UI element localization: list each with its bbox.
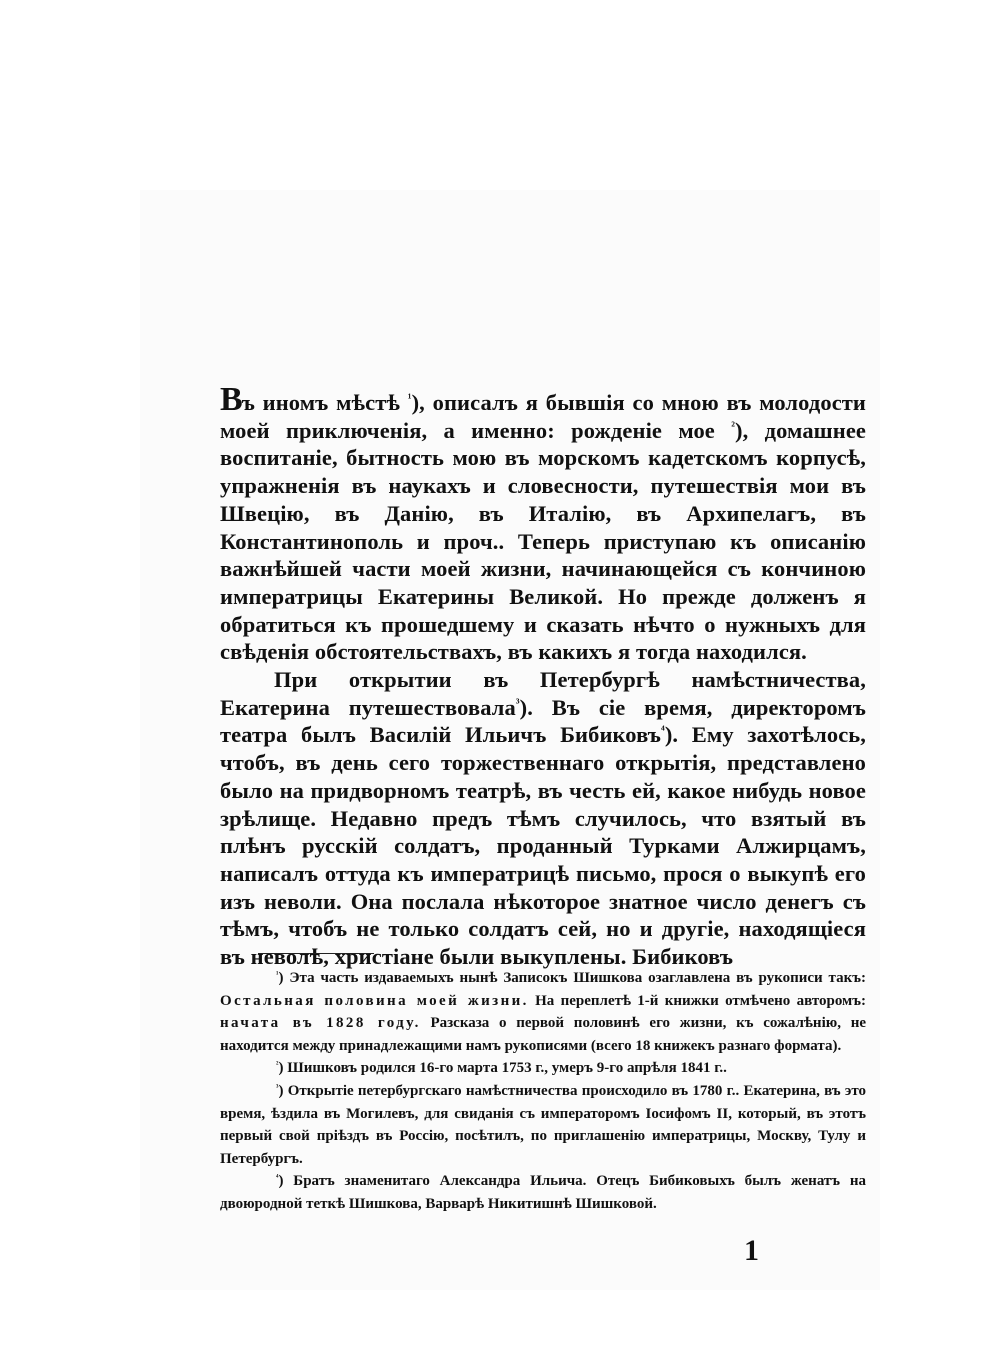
footnote-2-mark: ²: [276, 1060, 279, 1070]
footnote-ref-4[interactable]: ⁴: [661, 723, 665, 738]
footnote-1-mark: ¹: [276, 969, 279, 979]
paragraph-2: [220, 666, 866, 971]
footnote-1-part-c: Разсказа о первой половинѣ его жизни, къ сожалѣнію, не находится между принадлежащими намъ рукописями (всего 18 книжекъ разнаго формата).: [220, 1015, 867, 1054]
paragraph-1-part-c: ), домашнее воспитаніе, бытность мою въ морскомъ кадетскомъ корпусѣ, упражненія въ наукахъ и словесности, путешествія мои въ Швецію, въ Данію, въ Италію, въ Архипелагъ, въ Константинополь и проч.. Теперь приступаю къ описанію важнѣйшей части моей жизни, начинающейся съ кончиною императрицы Екатерины Великой. Но прежде долженъ я обратиться къ прошедшему и сказать нѣчто о нужныхъ для свѣденія обстоятельствахъ, въ какихъ я тогда находился.: [220, 417, 867, 665]
paragraph-1-part-a: ъ иномъ мѣстѣ: [241, 390, 408, 415]
paragraph-2-part-b: ). Въ сіе время, директоромъ театра былъ Василій Ильичъ Бибиковъ: [220, 694, 867, 748]
footnote-ref-2[interactable]: ²: [731, 418, 736, 433]
main-text: [220, 381, 867, 971]
drop-cap: В: [220, 381, 242, 418]
footnote-4: [220, 1170, 866, 1215]
footnote-1-note: начата въ 1828 году.: [220, 1015, 421, 1032]
footnote-3-mark: ³: [276, 1082, 279, 1092]
footnote-3: [220, 1080, 866, 1170]
footnote-2: [220, 1057, 866, 1080]
footnote-1: [220, 967, 866, 1057]
footnote-divider: [258, 953, 374, 954]
footnote-4-mark: ⁴: [276, 1172, 279, 1182]
paragraph-1: [220, 381, 867, 666]
footnote-ref-3[interactable]: ³: [515, 695, 520, 710]
paragraph-2-part-c: ). Ему захотѣлось, чтобъ, въ день сего торжественнаго открытія, представлено было на придворномъ театрѣ, въ честь ей, какое нибудь новое зрѣлище. Недавно предъ тѣмъ случилось, что взятый въ плѣнъ русскій солдатъ, проданный Турками Алжирцамъ, написалъ оттуда къ императрицѣ письмо, прося о выкупѣ его изъ неволи. Она послала нѣкоторое знатное число денегъ съ тѣмъ, чтобъ не только солдатъ сей, но и другіе, находящіеся въ неволѣ, христіане были выкуплены. Бибиковъ: [220, 722, 866, 970]
footnote-1-part-a: ) Эта часть издаваемыхъ нынѣ Записокъ Шишкова озаглавлена въ рукописи такъ:: [278, 970, 866, 986]
page-number: 1: [744, 1234, 759, 1267]
footnote-4-text: ) Братъ знаменитаго Александра Ильича. Отецъ Бибиковыхъ былъ женатъ на двоюродной теткѣ Шишкова, Варварѣ Никитишнѣ Шишковой.: [220, 1173, 866, 1212]
footnote-ref-1[interactable]: ¹: [407, 390, 412, 405]
paragraph-2-part-a: При открытии въ Петербургѣ намѣстничества, Екатерина путешествовала: [220, 667, 866, 720]
footnote-3-text: ) Открытіе петербургскаго намѣстничества происходило въ 1780 г.. Екатерина, въ это время, ѣздила въ Могилевъ, для свиданія съ императоромъ Іосифомъ II, который, въ этотъ первый свой пріѣздъ въ Россію, посѣтилъ, по приглашенію императрицы, Москву, Тулу и Петербургъ.: [220, 1082, 866, 1167]
footnotes: [220, 967, 866, 1216]
footnote-2-text: ) Шишковъ родился 16-го марта 1753 г., умеръ 9-го апрѣля 1841 г..: [278, 1060, 727, 1077]
footnote-1-part-b: На переплетѣ 1-й книжки отмѣчено авторомъ:: [528, 992, 866, 1009]
footnote-1-title: Остальная половина моей жизни.: [220, 992, 529, 1009]
paragraph-1-part-b: ), описалъ я бывшія со мною въ молодости моей приключенія, а именно: рожденіе мое: [220, 390, 866, 443]
